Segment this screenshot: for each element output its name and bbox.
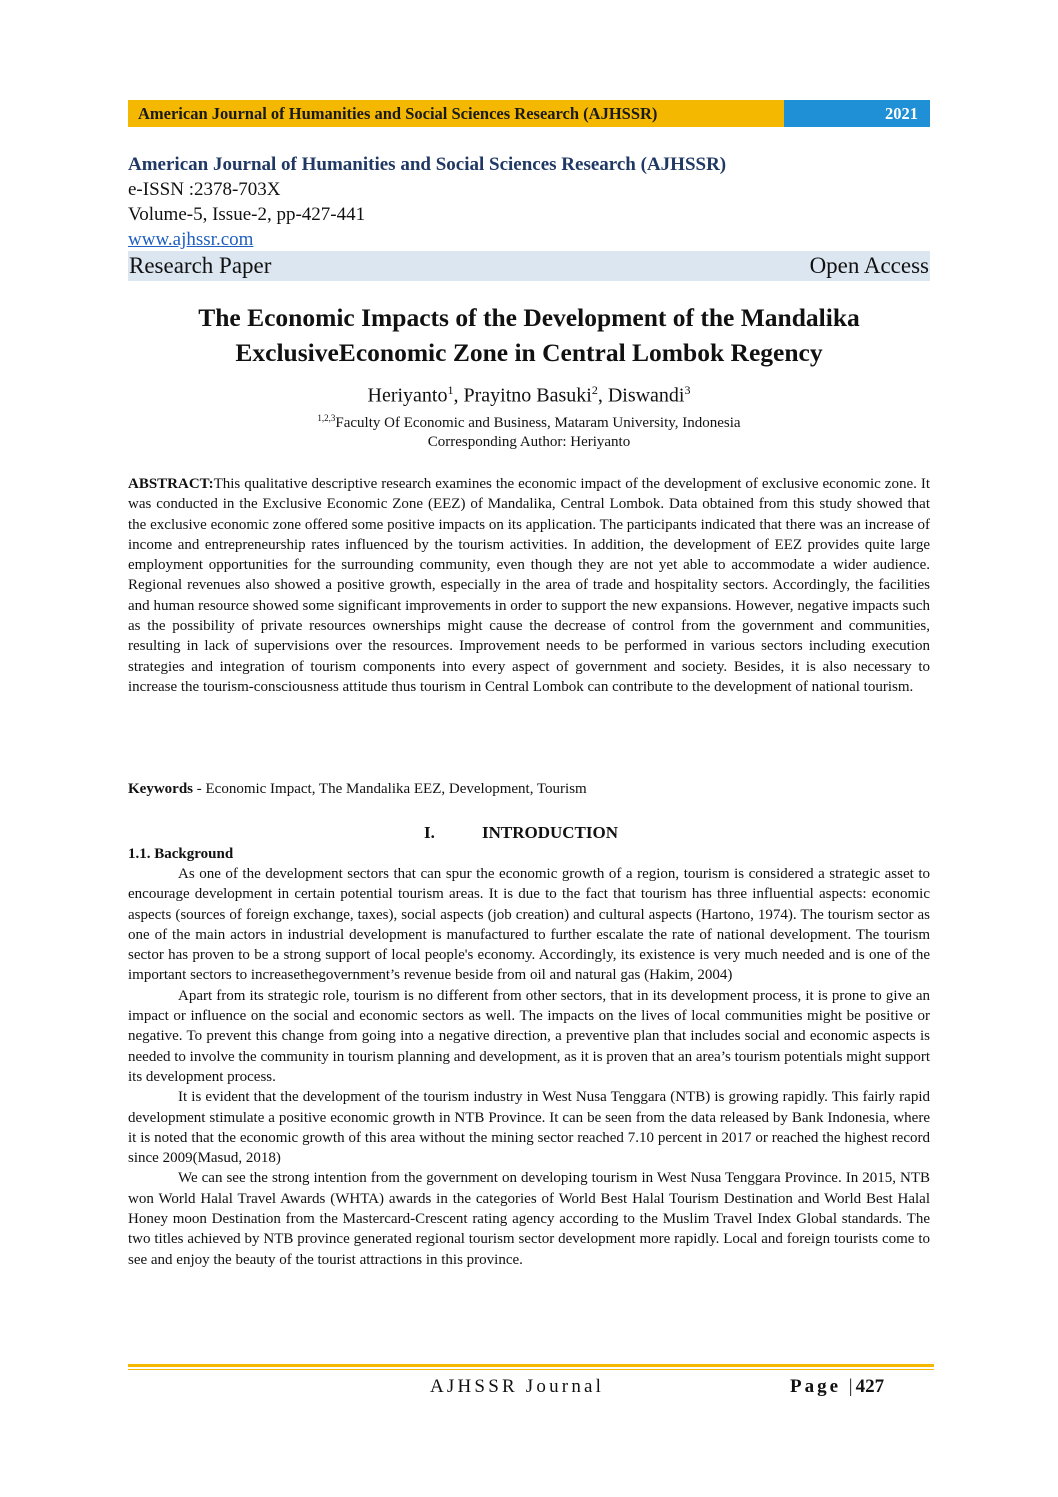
- corresponding-author: Corresponding Author: Heriyanto: [427, 434, 631, 450]
- footer-rule-thin: [128, 1369, 934, 1370]
- footer-rule: [128, 1364, 934, 1367]
- section-title: INTRODUCTION: [482, 823, 619, 842]
- title-line-2: ExclusiveEconomic Zone in Central Lombok Regency: [235, 338, 823, 367]
- page-number: 427: [855, 1376, 885, 1397]
- author-name: , Diswandi: [597, 384, 685, 407]
- paragraph: It is evident that the development of the tourism industry in West Nusa Tenggara (NTB) is growing rapidly. This fairly rapid development stimulate a positive economic growth in NTB Province. It can be seen from the data released by Bank Indonesia, where it is noted that the economic growth of this area without the mining sector reached 7.10 percent in 2017 or reached the highest record since 2009(Masud, 2018): [128, 1089, 930, 1167]
- affiliation: [128, 413, 930, 432]
- header-journal-name: American Journal of Humanities and Social Sciences Research (AJHSSR): [128, 100, 784, 127]
- volume-info: Volume-5, Issue-2, pp-427-441: [128, 204, 366, 225]
- issn: e-ISSN :2378-703X: [128, 179, 281, 200]
- title-line-1: The Economic Impacts of the Development of the Mandalika: [198, 303, 860, 332]
- page-separator: |: [848, 1376, 856, 1397]
- footer-page: [790, 1376, 884, 1398]
- access-type: Open Access: [809, 253, 929, 278]
- author-name: , Prayitno Basuki: [453, 384, 592, 407]
- journal-meta: [128, 152, 930, 252]
- abstract-text: This qualitative descriptive research examines the economic impact of the development of exclusive economic zone. It was conducted in the Exclusive Economic Zone (EEZ) of Mandalika, Central Lombok. Data obtained from this study showed that the exclusive economic zone offered some positive impacts on its application. The participants indicated that there was an increase of income and entrepreneurship rates influenced by the tourism activities. In addition, the development of EEZ provides quite large employment opportunities for the surrounding community, even though they are not yet able to accommodate a wider audience. Regional revenues also showed a positive growth, especially in the area of trade and hospitality sectors. Accordingly, the facilities and human resource showed some significant improvements in order to support the new expansions. However, negative impacts such as the possibility of private resources ownerships might cause the decrease of control from the government and communities, resulting in lack of supervisions over the resources. Improvement needs to be performed in various sectors including execution strategies and integration of tourism components into every aspect of government and society. Besides, it is also necessary to increase the tourism-consciousness attitude thus tourism in Central Lombok can contribute to the development of national tourism.: [128, 476, 930, 695]
- paper-type-bar: [128, 251, 930, 281]
- affiliation-text: Faculty Of Economic and Business, Mataram University, Indonesia: [335, 415, 741, 431]
- author-sup: 1: [447, 383, 454, 397]
- footer-journal: AJHSSR Journal: [430, 1376, 605, 1397]
- keywords: [128, 781, 930, 798]
- body-text: [128, 864, 930, 1270]
- affiliation-sup: 1,2,3: [317, 413, 336, 423]
- subsection-heading: 1.1. Background: [128, 846, 234, 862]
- journal-link[interactable]: www.ajhssr.com: [128, 229, 254, 250]
- author-sup: 3: [684, 383, 691, 397]
- authors: [128, 383, 930, 408]
- author-sup: 2: [591, 383, 598, 397]
- paper-type: Research Paper: [129, 253, 272, 278]
- paragraph: We can see the strong intention from the government on developing tourism in West Nusa Tenggara Province. In 2015, NTB won World Halal Travel Awards (WHTA) awards in the categories of World Best Halal Tourism Destination and World Best Halal Honey moon Destination from the Mastercard-Crescent rating agency according to the Muslim Travel Index Global standards. The two titles achieved by NTB province generated regional tourism sector development more rapidly. Local and foreign tourists come to see and enjoy the beauty of the tourist attractions in this province.: [128, 1170, 930, 1268]
- page-label: Page: [790, 1376, 842, 1397]
- paper-title: [128, 300, 930, 370]
- keywords-text: - Economic Impact, The Mandalika EEZ, Development, Tourism: [193, 781, 587, 797]
- abstract-label: ABSTRACT:: [128, 476, 214, 492]
- abstract: [128, 474, 930, 697]
- section-number: I.: [424, 823, 435, 842]
- paragraph: As one of the development sectors that can spur the economic growth of a region, tourism is considered a strategic asset to encourage development in certain potential tourism areas. It is due to the fact that tourism has three influential aspects: economic aspects (sources of foreign exchange, taxes), social aspects (job creation) and cultural aspects (Hartono, 1974). The tourism sector as one of the main actors in industrial development is manufactured to further escalate the rate of national development. The tourism sector has proven to be a strong support of local people's economy. Accordingly, its existence is very much needed and is one of the important sectors to increasethegovernment’s revenue beside from oil and natural gas (Hakim, 2004): [128, 866, 930, 984]
- running-header: [128, 100, 930, 127]
- keywords-label: Keywords: [128, 781, 193, 797]
- header-year: 2021: [784, 100, 930, 127]
- journal-title: American Journal of Humanities and Social Sciences Research (AJHSSR): [128, 154, 727, 175]
- author-name: Heriyanto: [367, 384, 448, 407]
- paragraph: Apart from its strategic role, tourism is no different from other sectors, that in its development process, it is prone to give an impact or influence on the social and economic sectors as well. The impacts on the lives of local communities might be positive or negative. To prevent this change from going into a negative direction, a preventive plan that includes social and economic aspects is needed to involve the community in tourism planning and development, as it is proven that an area’s tourism potentials might support its development process.: [128, 987, 930, 1085]
